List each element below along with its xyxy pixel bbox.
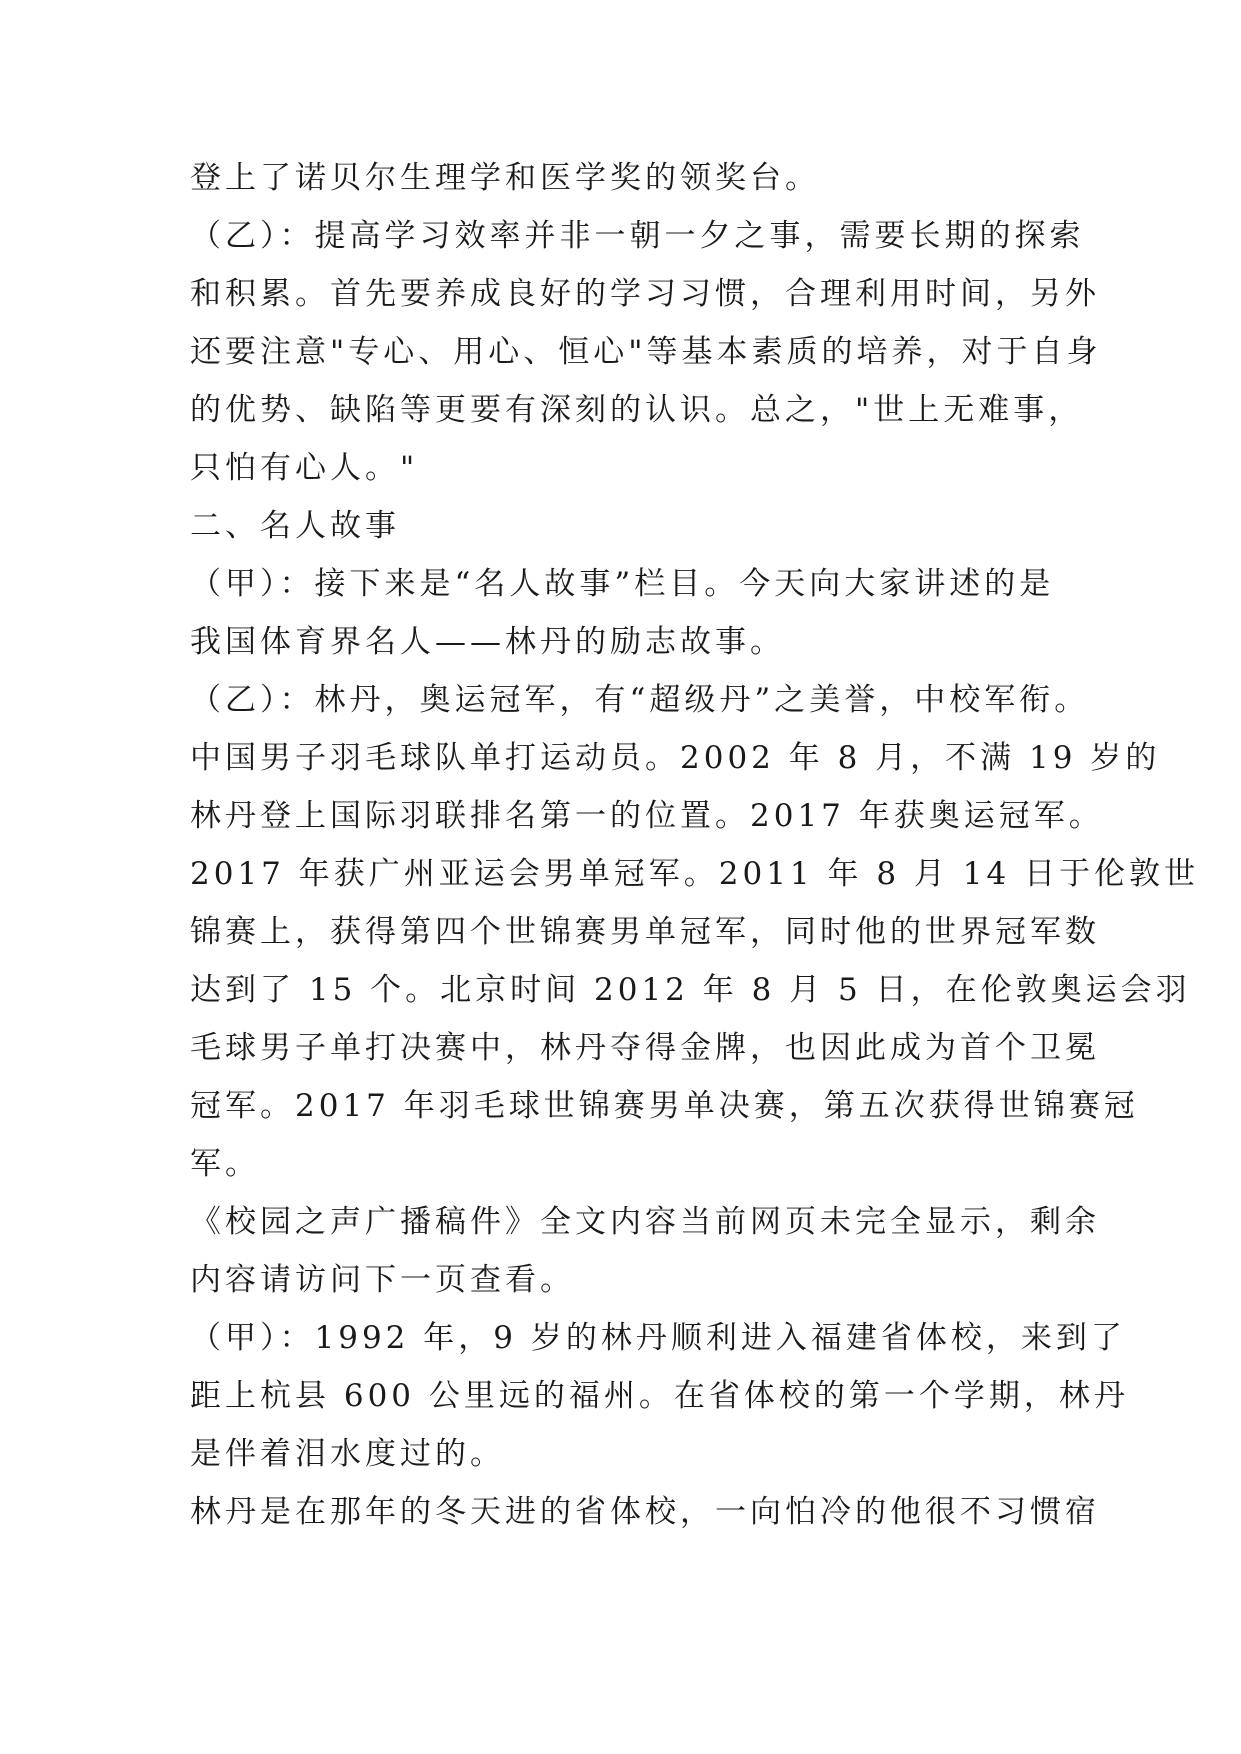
text-line-2: （乙）：提高学习效率并非一朝一夕之事，需要长期的探索 (190, 218, 1085, 254)
text-line-24: 林丹是在那年的冬天进的省体校，一向怕冷的他很不习惯宿 (190, 1494, 1100, 1530)
text-line-16: 毛球男子单打决赛中，林丹夺得金牌，也因此成为首个卫冕 (190, 1030, 1100, 1066)
section-heading: 二、名人故事 (190, 508, 400, 544)
text-line-19: 《校园之声广播稿件》全文内容当前网页未完全显示，剩余 (190, 1204, 1100, 1240)
text-line-10: （乙）：林丹，奥运冠军，有“超级丹”之美誉，中校军衔。 (190, 682, 1090, 718)
text-line-12: 林丹登上国际羽联排名第一的位置。2017 年获奥运冠军。 (190, 798, 1104, 834)
text-line-22: 距上杭县 600 公里远的福州。在省体校的第一个学期，林丹 (190, 1378, 1129, 1414)
text-line-18: 军。 (190, 1146, 260, 1182)
text-line-13: 2017 年获广州亚运会男单冠军。2011 年 8 月 14 日于伦敦世 (190, 856, 1200, 892)
text-line-20: 内容请访问下一页查看。 (190, 1262, 575, 1298)
text-line-8: （甲）：接下来是“名人故事”栏目。今天向大家讲述的是 (190, 566, 1055, 602)
text-line-21: （甲）：1992 年，9 岁的林丹顺利进入福建省体校，来到了 (190, 1320, 1126, 1356)
text-line-15: 达到了 15 个。北京时间 2012 年 8 月 5 日，在伦敦奥运会羽 (190, 972, 1191, 1008)
text-line-11: 中国男子羽毛球队单打运动员。2002 年 8 月，不满 19 岁的 (190, 740, 1161, 776)
text-line-9: 我国体育界名人——林丹的励志故事。 (190, 624, 785, 660)
text-line-1: 登上了诺贝尔生理学和医学奖的领奖台。 (190, 160, 820, 196)
text-line-23: 是伴着泪水度过的。 (190, 1436, 505, 1472)
text-line-14: 锦赛上，获得第四个世锦赛男单冠军，同时他的世界冠军数 (190, 914, 1100, 950)
text-line-3: 和积累。首先要养成良好的学习习惯，合理利用时间，另外 (190, 276, 1100, 312)
text-line-17: 冠军。2017 年羽毛球世锦赛男单决赛，第五次获得世锦赛冠 (190, 1088, 1139, 1124)
text-line-4: 还要注意"专心、用心、恒心"等基本素质的培养，对于自身 (190, 334, 1102, 370)
text-line-6: 只怕有心人。" (190, 450, 419, 486)
text-line-5: 的优势、缺陷等更要有深刻的认识。总之，"世上无难事， (190, 392, 1084, 428)
